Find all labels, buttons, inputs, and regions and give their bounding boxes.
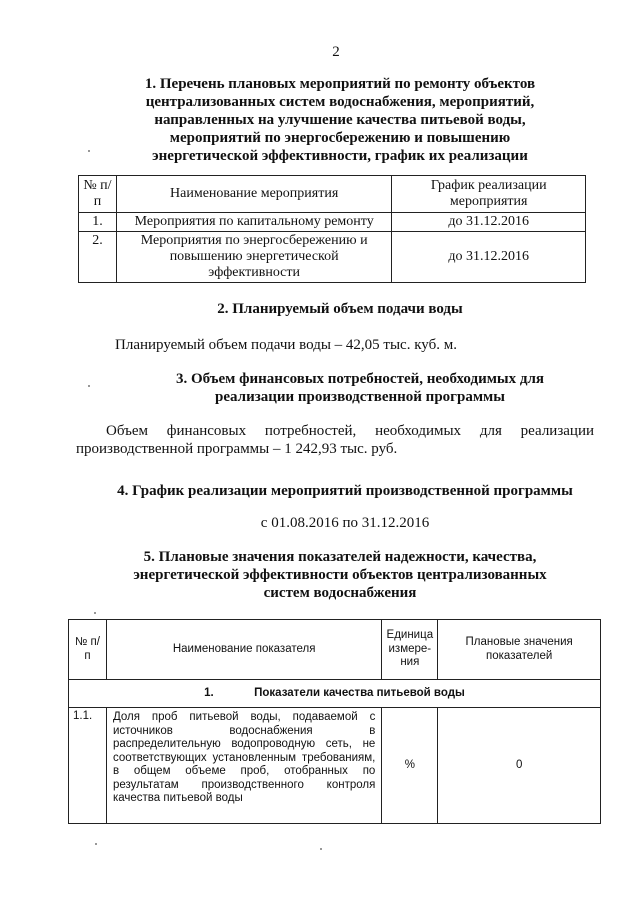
- row-name: Доля проб питьевой воды, подаваемой с источников водоснабжения в распределительную водопроводную сеть, не соответствующих установленным требованиям, в общем объеме проб, отобранных по результатам производственного контроля качества питьевой воды: [106, 708, 381, 824]
- row-unit: %: [382, 708, 438, 824]
- row-num: 1.: [79, 213, 117, 232]
- row-value: 0: [438, 708, 601, 824]
- table-row: [79, 213, 586, 232]
- group-row-label: [69, 680, 601, 708]
- section-5-title: [60, 548, 620, 602]
- row-num: 1.1.: [69, 708, 107, 824]
- scan-speck: [95, 843, 97, 845]
- section-2-text: Планируемый объем подачи воды – 42,05 тыс. куб. м.: [115, 337, 457, 353]
- row-schedule: до 31.12.2016: [392, 213, 586, 232]
- group-num: 1.: [204, 686, 214, 699]
- header-num: № п/п: [79, 176, 117, 213]
- header-name: Наименование мероприятия: [116, 176, 391, 213]
- scan-speck: [88, 385, 90, 387]
- table-group-row: [69, 680, 601, 708]
- scan-speck: [94, 612, 96, 614]
- header-value: Плановые значения показателей: [438, 620, 601, 680]
- row-num: 2.: [79, 232, 117, 283]
- indicators-table: [68, 619, 601, 824]
- header-schedule: График реализации мероприятия: [392, 176, 586, 213]
- section-3-title-line: 3. Объем финансовых потребностей, необходимых для: [175, 371, 545, 387]
- table-header-row: [69, 620, 601, 680]
- section-2-title: 2. Планируемый объем подачи воды: [217, 301, 463, 317]
- section-4-title: 4. График реализации мероприятий производственной программы: [117, 483, 573, 499]
- section-1-title-line: 1. Перечень плановых мероприятий по ремонту объектов: [144, 76, 536, 92]
- header-num: № п/п: [69, 620, 107, 680]
- section-3-text: Объем финансовых потребностей, необходимых для реализации производственной программы – 1 242,93 тыс. руб.: [76, 423, 594, 457]
- row-name: Мероприятия по капитальному ремонту: [116, 213, 391, 232]
- section-1-title-line: энергетической эффективности, график их реализации: [152, 148, 528, 164]
- table-row: [69, 708, 601, 824]
- page-number: 2: [332, 44, 340, 60]
- section-3-title: [60, 370, 640, 406]
- section-5-title-line: энергетической эффективности объектов централизованных: [133, 567, 547, 583]
- row-schedule: до 31.12.2016: [392, 232, 586, 283]
- header-unit: Единица измере-ния: [382, 620, 438, 680]
- section-4-text: с 01.08.2016 по 31.12.2016: [260, 515, 430, 531]
- section-1-title: [60, 75, 620, 165]
- scan-speck: [88, 150, 90, 152]
- measures-table: [78, 175, 586, 283]
- section-1-title-line: мероприятий по энергосбережению и повышению: [169, 130, 511, 146]
- table-header-row: [79, 176, 586, 213]
- section-3-title-line: реализации производственной программы: [215, 389, 505, 405]
- group-label: Показатели качества питьевой воды: [254, 686, 465, 699]
- header-name: Наименование показателя: [106, 620, 381, 680]
- section-5-title-line: 5. Плановые значения показателей надежности, качества,: [143, 549, 537, 565]
- section-1-title-line: направленных на улучшение качества питьевой воды,: [154, 112, 526, 128]
- section-5-title-line: систем водоснабжения: [263, 585, 417, 601]
- table-row: [79, 232, 586, 283]
- row-name: Мероприятия по энергосбережению и повышению энергетической эффективности: [116, 232, 391, 283]
- scan-speck: [320, 848, 322, 850]
- section-1-title-line: централизованных систем водоснабжения, мероприятий,: [145, 94, 535, 110]
